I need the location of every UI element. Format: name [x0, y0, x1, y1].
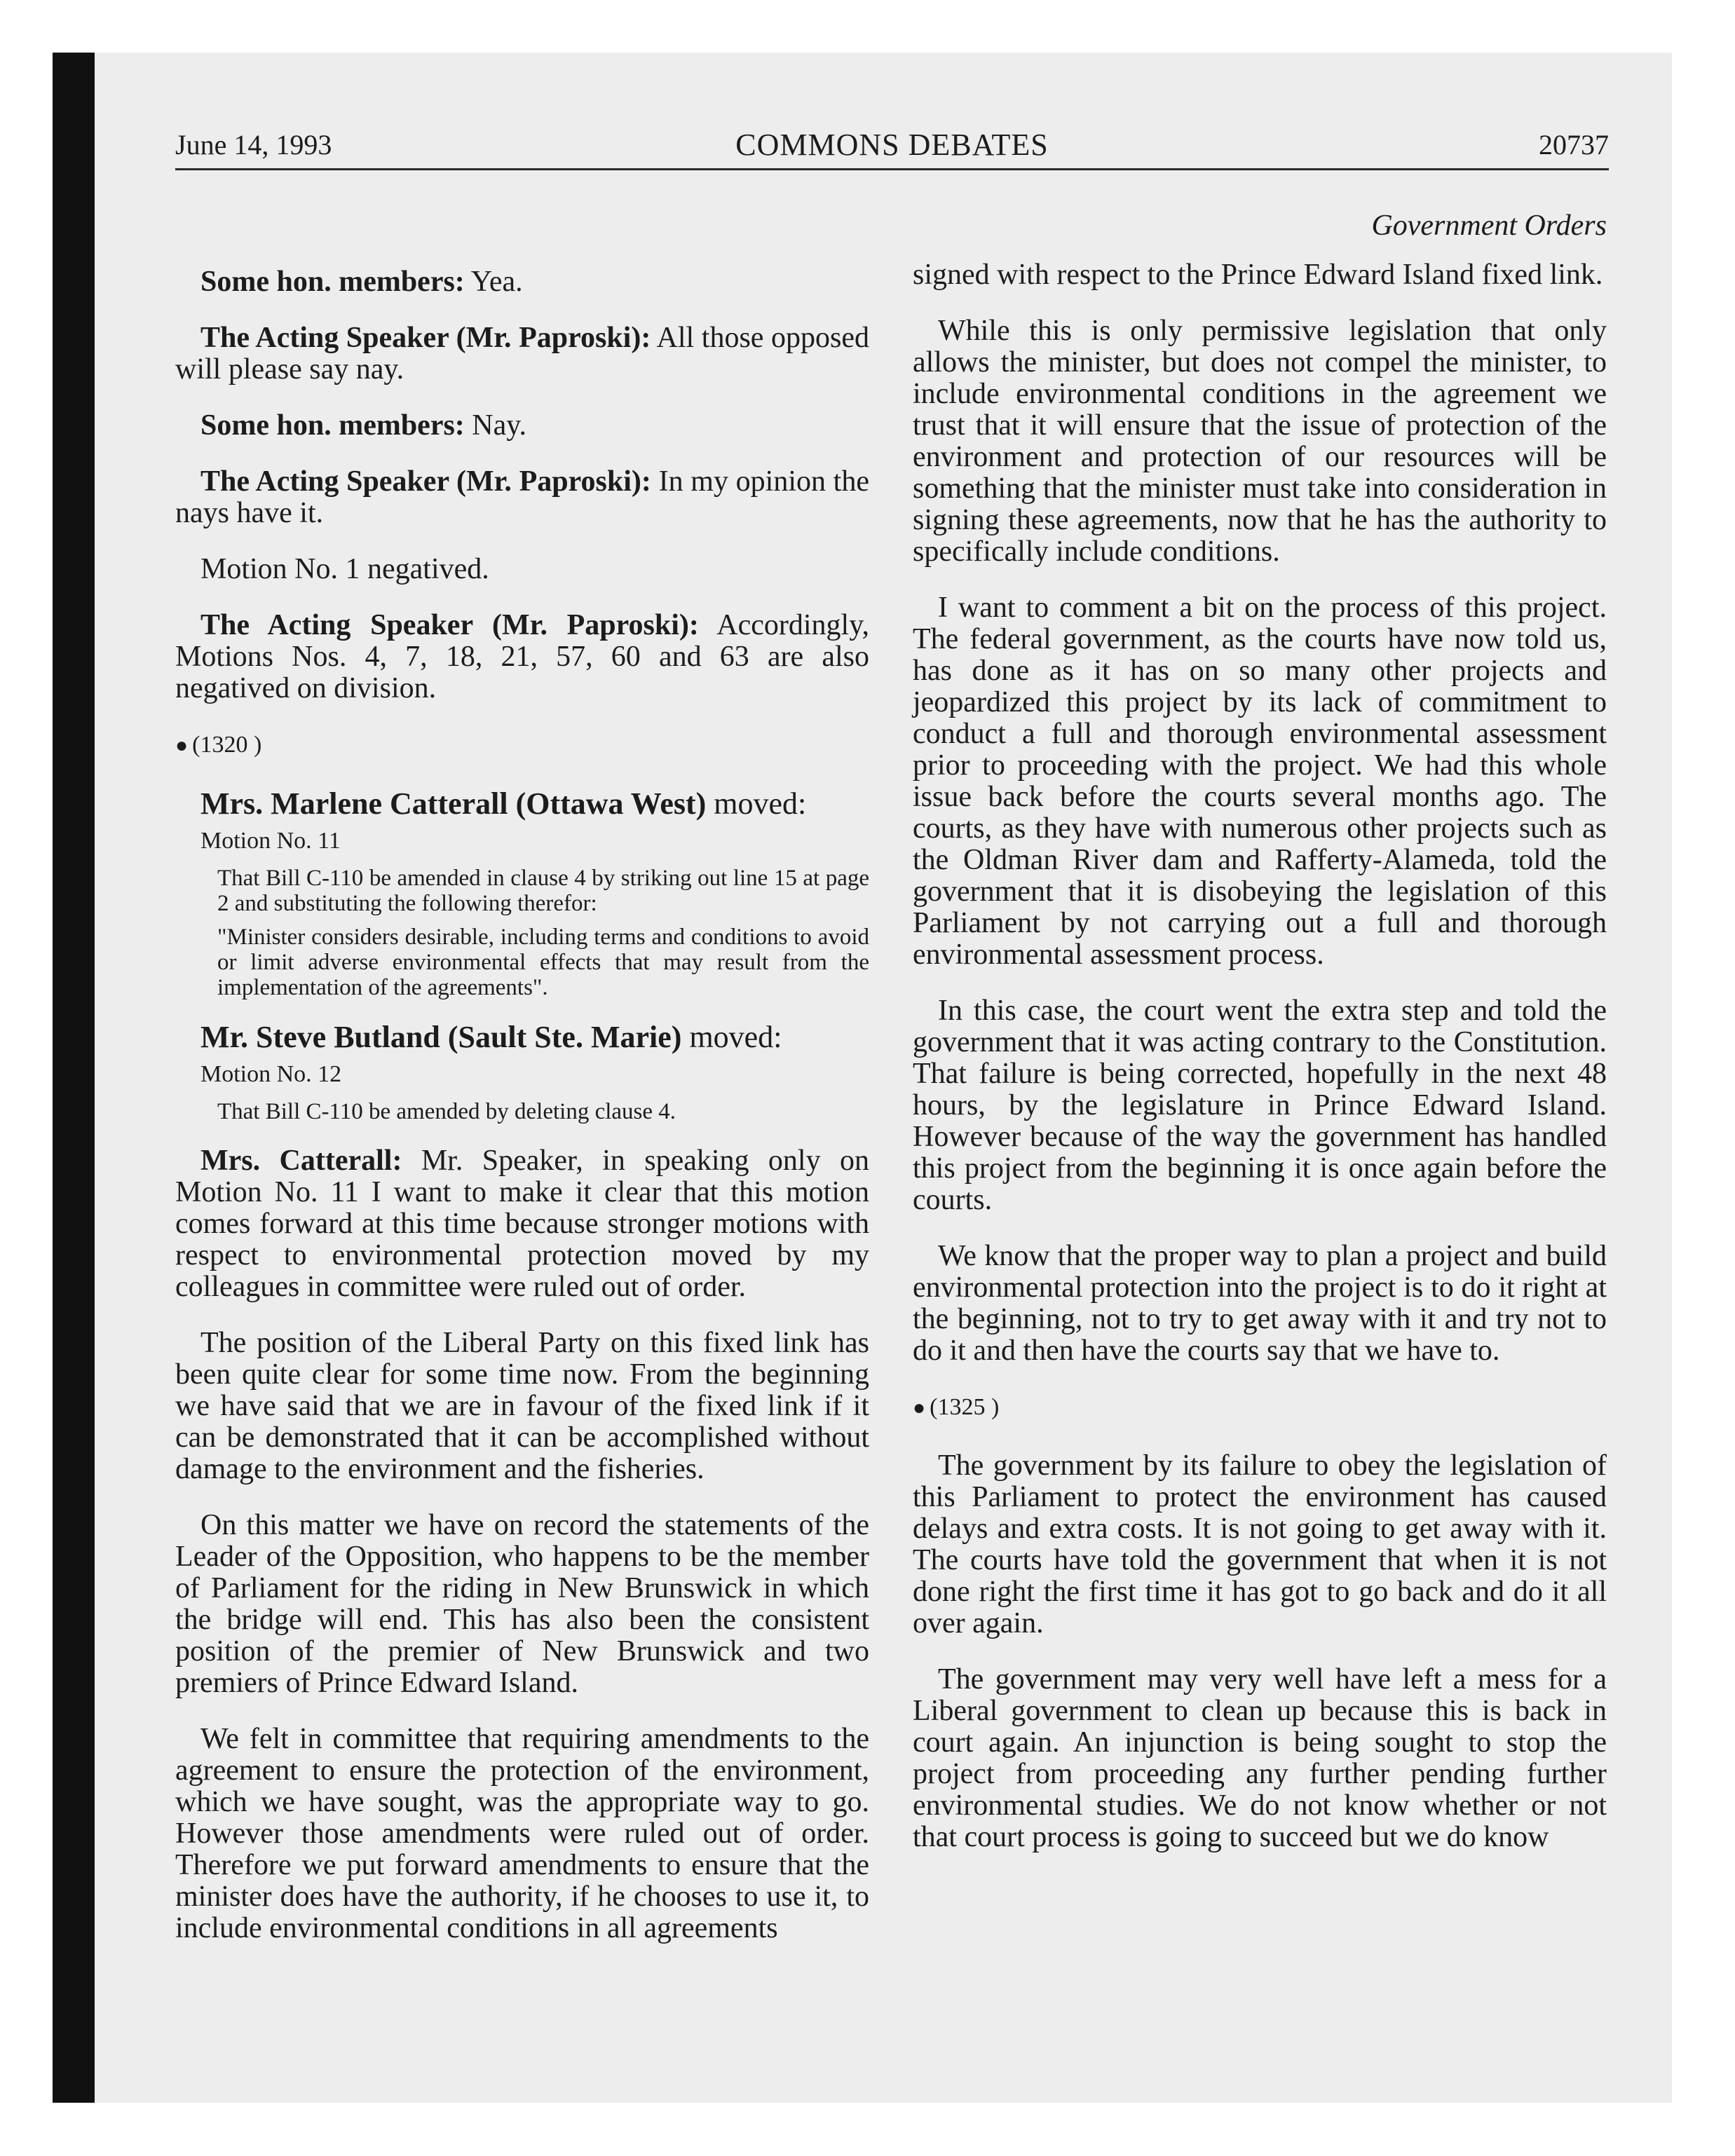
motion-result: Motion No. 1 negatived. — [200, 553, 489, 585]
motion-quote: "Minister considers desirable, including terms and conditions to avoid or limit adverse environmental effects that may result from the implementation of the agreements". — [217, 925, 869, 1000]
paragraph: In this case, the court went the extra step and told the government that it was acting contrary to the Constitution. That failure is being corrected, hopefully in the next 48 hours, by the legislature in Prince Edward Island. However because of the way the government has handled this project from the beginning it is once again before the courts. — [913, 995, 1607, 1216]
bullet-icon: ● — [913, 1396, 926, 1419]
paragraph — [175, 410, 869, 442]
paragraph: We know that the proper way to plan a project and build environmental protection into the project is to do it right at the beginning, not to try to get away with it and try not to do it and then have the courts say that we have to. — [913, 1240, 1607, 1367]
paragraph: I want to comment a bit on the process of this project. The federal government, as the courts have now told us, has done as it has on so many other projects and jeopardized this project by its lack of commitment to conduct a full and thorough environmental assessment prior to proceeding with the project. We had this whole issue back before the courts several months ago. The courts, as they have with numerous other projects such as the Oldman River dam and Rafferty-Alameda, told the government that it is disobeying the legislation of this Parliament by not carrying out a full and thorough environmental assessment process. — [913, 592, 1607, 971]
paragraph: We felt in committee that requiring amendments to the agreement to ensure the protection of the environment, which we have sought, was the appropriate way to go. However those amendments were ruled out of order. Therefore we put forward amendments to ensure that the minister does have the authority, if he chooses to use it, to include environmental conditions in all agreements — [175, 1723, 869, 1944]
document-page — [175, 126, 1609, 1944]
moved-text: moved: — [681, 1020, 782, 1054]
timestamp-text: (1325 ) — [930, 1394, 1000, 1420]
speaker-name: The Acting Speaker (Mr. Paproski): — [200, 465, 651, 498]
paragraph — [175, 322, 869, 386]
paragraph: signed with respect to the Prince Edward Island fixed link. — [913, 259, 1603, 291]
paragraph: The position of the Liberal Party on this fixed link has been quite clear for some time now. From the beginning we have said that we are in favour of the fixed link if it can be demonstrated that it can be accomplished without damage to the environment and the fisheries. — [175, 1327, 869, 1485]
speech-text: All those opposed will please say nay. — [175, 322, 869, 386]
paragraph: The government may very well have left a mess for a Liberal government to clean up because this is back in court again. An injunction is being sought to stop the project from proceeding any further pending further environmental studies. We do not know whether or not that court process is going to succeed but we do know — [913, 1663, 1607, 1853]
speaker-name: Some hon. members: — [200, 266, 465, 298]
right-column — [913, 259, 1607, 1878]
motion-text: That Bill C-110 be amended in clause 4 by striking out line 15 at page 2 and substituting the following therefor: — [217, 866, 869, 916]
motion-mover — [175, 1021, 869, 1053]
timestamp — [913, 1391, 1607, 1424]
speaker-name: Mrs. Marlene Catterall (Ottawa West) — [200, 786, 707, 821]
header-page-number: 20737 — [1539, 129, 1609, 161]
motion-mover — [175, 788, 869, 819]
timestamp — [175, 729, 869, 761]
paragraph — [175, 610, 869, 704]
speech-text: Yea. — [464, 266, 523, 298]
running-header — [175, 126, 1609, 170]
speech-text: Accordingly, Motions Nos. 4, 7, 18, 21, 57, 60 and 63 are also negatived on division. — [175, 609, 869, 704]
speaker-name: The Acting Speaker (Mr. Paproski): — [200, 609, 699, 641]
speaker-name: The Acting Speaker (Mr. Paproski): — [200, 322, 651, 354]
paragraph — [175, 1145, 869, 1303]
header-title: COMMONS DEBATES — [735, 128, 1049, 162]
bullet-icon: ● — [175, 734, 189, 757]
paragraph: While this is only permissive legislation that only allows the minister, but does not compel the minister, to include environmental conditions in the agreement we trust that it will ensure that the issue of protection of the environment and protection of our resources will be something that the minister must take into consideration in signing these agreements, now that he has the authority to specifically include conditions. — [913, 315, 1607, 568]
left-column — [175, 266, 869, 1969]
speech-text: Mr. Speaker, in speaking only on Motion No. 11 I want to make it clear that this motion comes forward at this time because stronger motions with respect to environmental protection moved by my colleagues in committee were ruled out of order. — [175, 1145, 869, 1303]
motion-number: Motion No. 12 — [200, 1061, 342, 1087]
speech-text: In my opinion the nays have it. — [175, 465, 869, 529]
section-title: Government Orders — [1371, 210, 1607, 242]
moved-text: moved: — [706, 786, 807, 821]
speaker-name: Mr. Steve Butland (Sault Ste. Marie) — [200, 1020, 682, 1054]
scan-edge-bar — [53, 53, 95, 2103]
paragraph: On this matter we have on record the statements of the Leader of the Opposition, who happens to be the member of Parliament for the riding in New Brunswick in which the bridge will end. This has also been the consistent position of the premier of New Brunswick and two premiers of Prince Edward Island. — [175, 1509, 869, 1699]
speech-text: Nay. — [464, 409, 527, 442]
header-date: June 14, 1993 — [175, 129, 332, 161]
timestamp-text: (1320 ) — [192, 732, 262, 758]
paragraph — [175, 466, 869, 529]
speaker-name: Mrs. Catterall: — [200, 1145, 402, 1177]
motion-text: That Bill C-110 be amended by deleting clause 4. — [217, 1099, 676, 1124]
paragraph — [175, 266, 869, 298]
motion-number: Motion No. 11 — [200, 828, 341, 854]
paragraph: The government by its failure to obey the legislation of this Parliament to protect the environment has caused delays and extra costs. It is not going to get away with it. The courts have told the government that when it is not done right the first time it has got to go back and do it all over again. — [913, 1449, 1607, 1639]
speaker-name: Some hon. members: — [200, 409, 465, 442]
